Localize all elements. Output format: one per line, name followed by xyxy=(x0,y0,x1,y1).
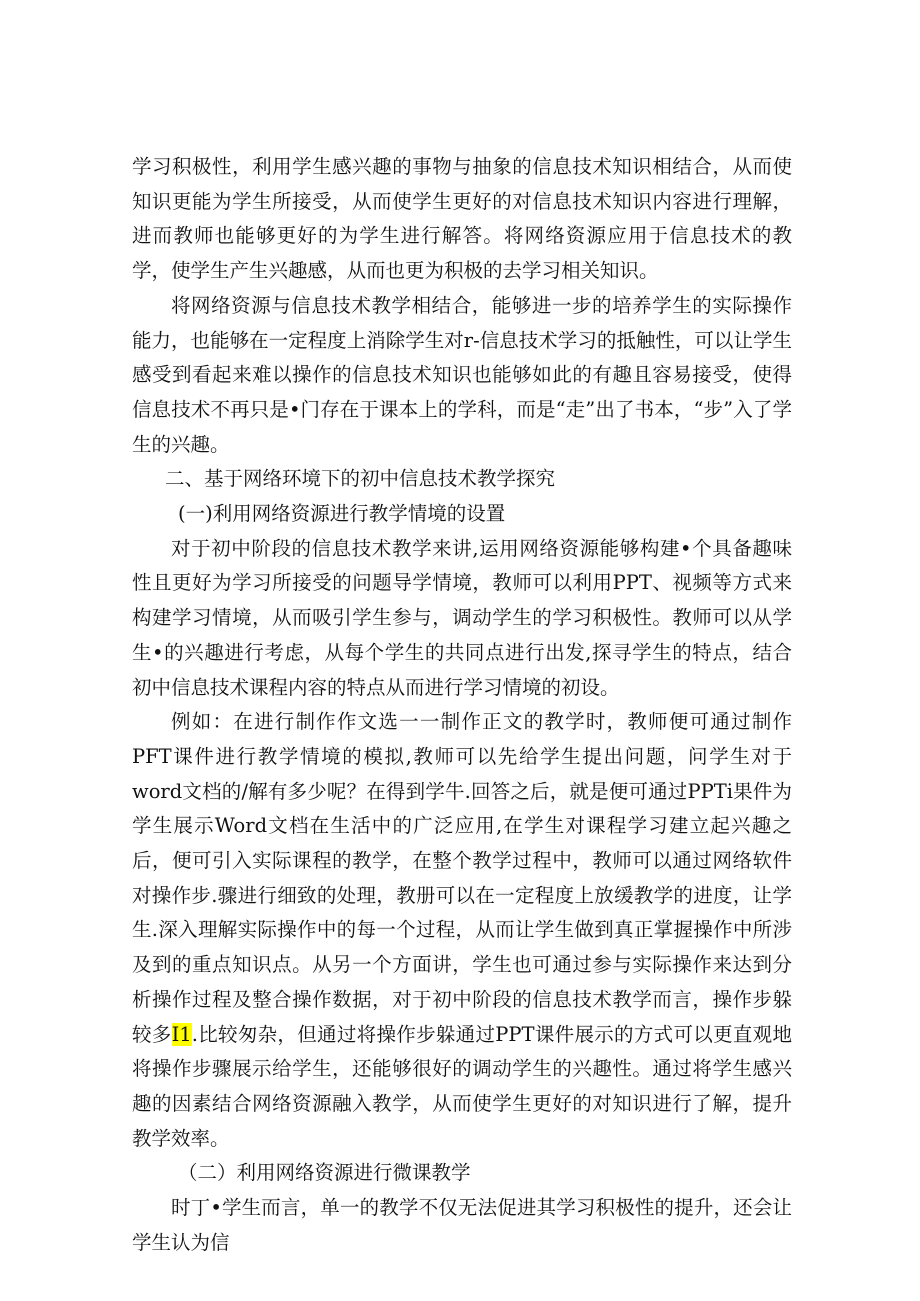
paragraph-5: 时丁•学生而言，单一的教学不仅无法促进其学习积极性的提升，还会让学生认为信 xyxy=(132,1196,792,1254)
paragraph-4 xyxy=(132,705,792,1156)
highlighted-text: I1 xyxy=(171,1022,192,1046)
paragraph-4-text-after: .比较匆杂，但通过将操作步躲通过PPT课件展示的方式可以更直观地将操作步骤展示给学生，还能够很好的调动学生的兴趣性。通过将学生感兴趣的因素结合网络资源融入教学，从而使学生更好的对知识进行了解，提升教学效率。 xyxy=(132,1022,792,1150)
document-body xyxy=(132,150,792,1261)
paragraph-3: 对于初中阶段的信息技术教学来讲,运用网络资源能够构建•个具备趣味性且更好为学习所接受的问题导学情境，教师可以利用PPT、视频等方式来构建学习情境，从而吸引学生参与，调动学生的学习积极性。教师可以从学生•的兴趣进行考虑，从每个学生的共同点进行出发,探寻学生的特点，结合初中信息技术课程内容的特点从而进行学习情境的初设。 xyxy=(132,536,792,699)
section-heading-2: 二、基于网络环境下的初中信息技术教学探究 xyxy=(165,467,556,491)
paragraph-1: 学习积极性，利用学生感兴趣的事物与抽象的信息技术知识相结合，从而使知识更能为学生所接受，从而使学生更好的对信息技术知识内容进行理解，进而教师也能够更好的为学生进行解答。将网络资源应用于信息技术的教学，使学生产生兴趣感，从而也更为积极的去学习相关知识。 xyxy=(132,155,792,283)
subsection-heading-1: (一)利用网络资源进行教学情境的设置 xyxy=(178,502,506,526)
paragraph-4-text-before: 例如：在进行制作作文选一一制作正文的教学时，教师便可通过制作PFT课件进行教学情境的模拟,教师可以先给学生提出问题，问学生对于word文档的/解有多少呢？在得到学牛.回答之后，就是便可通过PPTi果件为学生展示Word文档在生活中的广泛应用,在学生对课程学习建立起兴趣之后，便可引入实际课程的教学，在整个教学过程中，教师可以通过网络软件对操作步.骤进行细致的处理，教册可以在一定程度上放缓教学的进度，让学生.深入理解实际操作中的每一个过程，从而让学生做到真正掌握操作中所涉及到的重点知识点。从另一个方面讲，学生也可通过参与实际操作来达到分析操作过程及整合操作数据，对于初中阶段的信息技术教学而言，操作步躲较多 xyxy=(132,710,792,1046)
paragraph-2: 将网络资源与信息技术教学相结合，能够进一步的培养学生的实际操作能力，也能够在一定程度上消除学生对r-信息技术学习的抵触性，可以让学生感受到看起来难以操作的信息技术知识也能够如此的有趣且容易接受，使得信息技术不再只是•门存在于课本上的学科，而是“走”出了书本，“步”入了学生的兴趣。 xyxy=(132,293,792,456)
subsection-heading-2: （二）利用网络资源进行微课教学 xyxy=(178,1161,471,1185)
